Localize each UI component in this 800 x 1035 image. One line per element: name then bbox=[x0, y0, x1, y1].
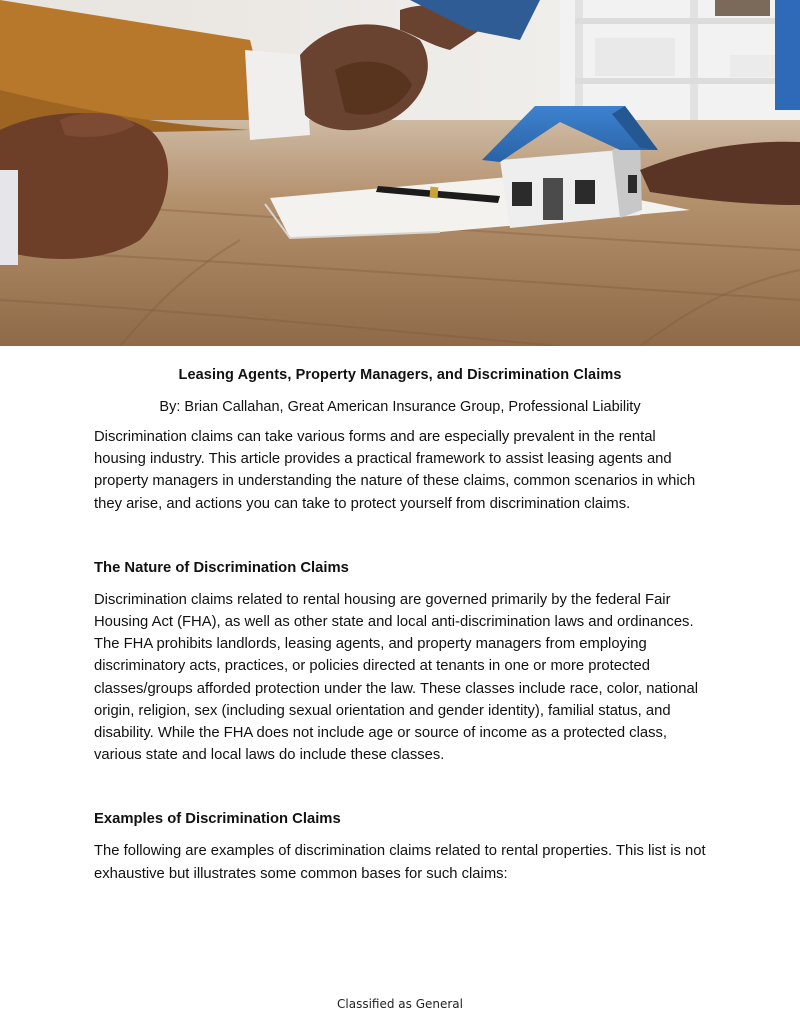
hero-photo bbox=[0, 0, 800, 346]
classification-footer: Classified as General bbox=[337, 997, 463, 1011]
section-heading-examples: Examples of Discrimination Claims bbox=[94, 811, 341, 828]
section-body-nature: Discrimination claims related to rental housing are governed primarily by the federal Fair Housing Act (FHA), as well as other state and local anti-discrimination laws and ordinances. The FHA prohibits landlords, leasing agents, and property managers from employing discriminatory acts, practices, or policies directed at tenants in one or more protected classes/groups afforded protection under the law. These classes include race, color, national origin, religion, sex (including sexual orientation and gender identity), familial status, and disability. While the FHA does not include age or source of income as a protected class, various state and local laws do include these classes. bbox=[94, 591, 699, 764]
section-heading-nature: The Nature of Discrimination Claims bbox=[94, 559, 349, 576]
intro-paragraph: Discrimination claims can take various forms and are especially prevalent in the rental housing industry. This article provides a practical framework to assist leasing agents and property managers in understanding the nature of these claims, common scenarios in which they arise, and actions you can take to protect yourself from discrimination claims. bbox=[94, 429, 696, 512]
article bbox=[94, 364, 706, 885]
article-byline: By: Brian Callahan, Great American Insurance Group, Professional Liability bbox=[159, 399, 641, 415]
section-body-examples: The following are examples of discrimination claims related to rental properties. This list is not exhaustive but illustrates some common bases for such claims: bbox=[94, 843, 706, 882]
handshake-house-photo bbox=[0, 0, 800, 346]
article-title: Leasing Agents, Property Managers, and Discrimination Claims bbox=[178, 367, 622, 383]
